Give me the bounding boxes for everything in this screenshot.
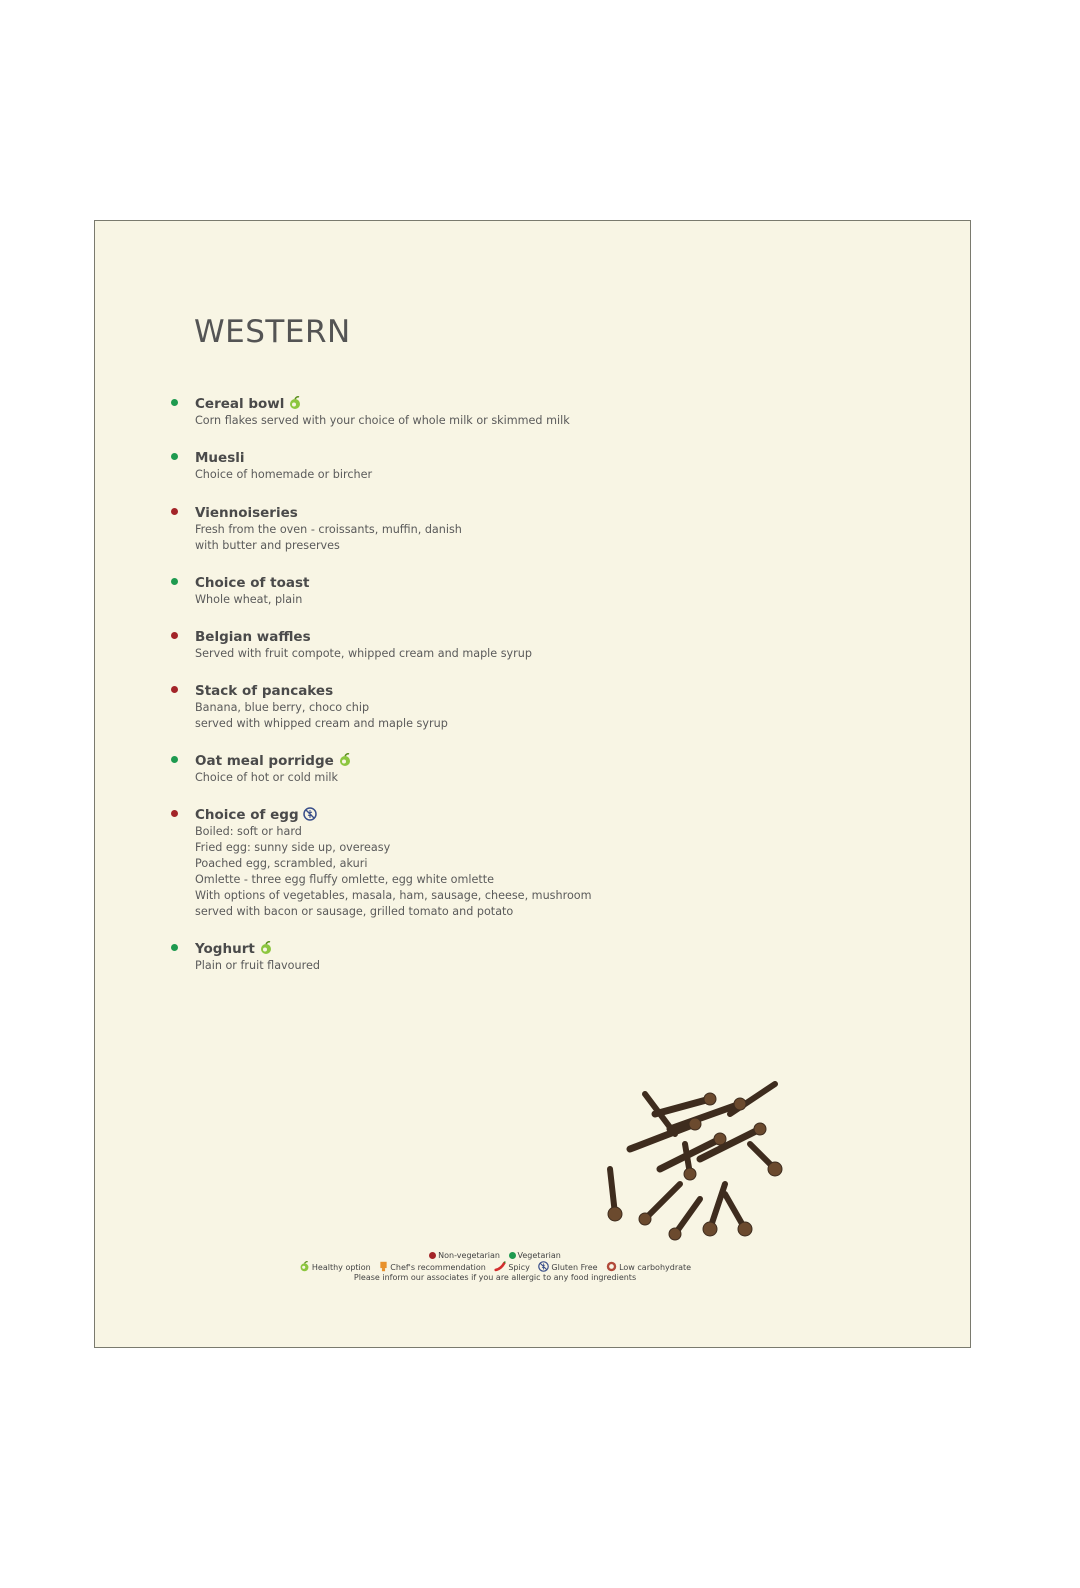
non-veg-dot-icon (171, 810, 178, 817)
veg-dot-icon (171, 944, 178, 951)
chilli-icon (494, 1261, 506, 1272)
veg-dot-icon (171, 756, 178, 763)
veg-dot-icon (509, 1252, 516, 1259)
healthy-icon (299, 1261, 310, 1272)
non-veg-dot-icon (171, 632, 178, 639)
menu-item-description: served with whipped cream and maple syrup (195, 717, 448, 730)
veg-dot-icon (171, 453, 178, 460)
legend (265, 1251, 725, 1283)
menu-item-description: Fresh from the oven - croissants, muffin, danish (195, 523, 462, 536)
menu-item-name: Choice of egg (195, 807, 299, 823)
menu-item (170, 393, 730, 429)
menu-item-description: With options of vegetables, masala, ham, sausage, cheese, mushroom (195, 889, 592, 902)
menu-item-description: Corn flakes served with your choice of whole milk or skimmed milk (195, 414, 570, 427)
cloves-image (600, 1074, 790, 1244)
low-carb-icon (606, 1261, 617, 1272)
section-title: WESTERN (194, 314, 351, 350)
menu-item-name: Cereal bowl (195, 396, 285, 412)
menu-item-description: Fried egg: sunny side up, overeasy (195, 841, 391, 854)
menu-item (170, 572, 730, 608)
veg-dot-icon (171, 578, 178, 585)
menu-item-description: with butter and preserves (195, 539, 340, 552)
legend-row-icons (265, 1261, 725, 1273)
gluten-free-icon (303, 807, 317, 821)
legend-low-carb: Low carbohydrate (619, 1263, 692, 1272)
menu-item-description: Banana, blue berry, choco chip (195, 701, 370, 714)
menu-item-description: served with bacon or sausage, grilled tomato and potato (195, 905, 514, 918)
legend-row-diet (265, 1251, 725, 1261)
menu-item (170, 626, 730, 662)
menu-item (170, 680, 730, 732)
legend-gluten-free: Gluten Free (551, 1263, 598, 1272)
legend-healthy: Healthy option (311, 1263, 371, 1272)
allergy-note: Please inform our associates if you are allergic to any food ingredients (353, 1273, 637, 1282)
chef-hat-icon (379, 1261, 388, 1272)
menu-item (170, 804, 730, 920)
legend-chef: Chef's recommendation (390, 1263, 486, 1272)
menu-item-name: Stack of pancakes (195, 683, 334, 699)
menu-item (170, 750, 730, 786)
healthy-icon (259, 941, 273, 955)
gluten-free-icon (538, 1261, 549, 1272)
menu-item (170, 502, 730, 554)
menu-item-name: Viennoiseries (195, 505, 298, 521)
menu-item-name: Belgian waffles (195, 629, 311, 645)
menu-item-description: Whole wheat, plain (195, 593, 303, 606)
menu-item-name: Oat meal porridge (195, 753, 334, 769)
menu-item-description: Choice of hot or cold milk (195, 771, 339, 784)
healthy-icon (338, 753, 352, 767)
menu-item-description: Poached egg, scrambled, akuri (195, 857, 368, 870)
menu-item-name: Choice of toast (195, 575, 310, 591)
veg-dot-icon (171, 399, 178, 406)
menu-list (170, 393, 730, 992)
menu-item (170, 938, 730, 974)
menu-item-description: Omlette - three egg fluffy omlette, egg white omlette (195, 873, 495, 886)
menu-item-description: Boiled: soft or hard (195, 825, 302, 838)
menu-item (170, 447, 730, 483)
menu-panel (94, 220, 971, 1348)
legend-spicy: Spicy (508, 1263, 530, 1272)
menu-item-description: Served with fruit compote, whipped cream and maple syrup (195, 647, 532, 660)
legend-non-veg: Non-vegetarian (438, 1251, 500, 1260)
healthy-icon (288, 396, 302, 410)
non-veg-dot-icon (171, 686, 178, 693)
menu-item-name: Yoghurt (195, 941, 255, 957)
menu-item-name: Muesli (195, 450, 245, 466)
non-veg-dot-icon (171, 508, 178, 515)
non-veg-dot-icon (429, 1252, 436, 1259)
legend-veg: Vegetarian (517, 1251, 561, 1260)
menu-item-description: Plain or fruit flavoured (195, 959, 320, 972)
menu-item-description: Choice of homemade or bircher (195, 468, 373, 481)
